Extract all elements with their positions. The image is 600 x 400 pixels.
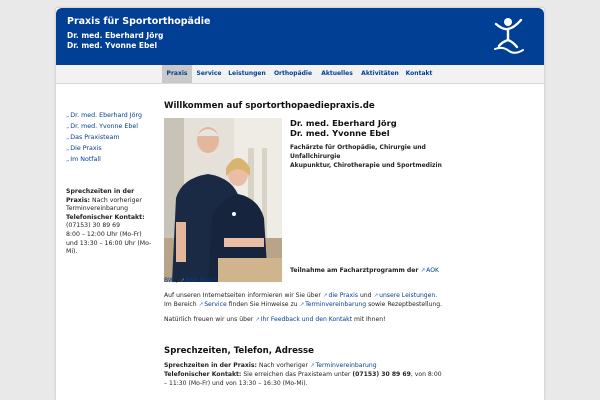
sidebar-item-praxis[interactable] [66,145,102,152]
external-link-icon: ↗ [322,293,328,299]
nav-item-aktuelles[interactable]: Aktuelles [321,70,353,77]
sidebar-item-notfall[interactable] [66,156,101,163]
phone-line [164,371,442,378]
header-doctor-1: Dr. med. Eberhard Jörg [67,31,164,40]
text: Natürlich freuen wir uns über [164,316,254,323]
doctors-photo [164,118,282,282]
sidebar-item-label: Die Praxis [70,145,102,152]
leistungen-link[interactable]: unsere Leistungen. [379,292,438,299]
hours-line [164,362,377,369]
text: Sie erreichen das Praxisteam unter [243,371,351,378]
nav-item-service[interactable]: Service [196,70,222,77]
bw-link[interactable]: BW [164,277,174,284]
nav-item-aktivitaeten[interactable]: Aktivitäten [361,70,399,77]
partner-program-cont [164,277,218,284]
service-link[interactable]: Service [204,301,227,308]
text: und [359,292,372,299]
phone-times: – 11:30 (Mo-Fr) und von 13:30 – 16:30 (Mo-Mi). [164,380,308,387]
external-link-icon: ↗ [179,278,185,284]
sidebar-item-label: Dr. med. Eberhard Jörg [70,112,142,119]
feedback-link[interactable]: Ihr Feedback und den Kontakt [260,316,353,323]
page-title: Willkommen auf sportorthopaediepraxis.de [164,101,375,111]
sidebar-item-joerg[interactable] [66,112,142,119]
sidebar-item-label: Das Praxisteam [70,134,120,141]
text: Auf unseren Internetseiten informieren wir Sie über [164,292,321,299]
nav-item-praxis[interactable]: Praxis [162,65,192,83]
external-link-icon: ↗ [420,268,426,274]
external-link-icon: ↗ [299,302,305,308]
text: , von 8:00 [410,371,442,378]
intro-paragraph-2 [164,301,442,308]
header-doctor-2: Dr. med. Yvonne Ebel [67,41,158,50]
arrow-icon: „ [66,156,70,163]
partner-separator: / [175,277,178,284]
hours-times-2: und 13:30 – 16:00 Uhr (Mo-Mi). [66,239,152,256]
section-heading: Sprechzeiten, Telefon, Adresse [164,346,314,356]
external-link-icon: ↗ [373,293,379,299]
site-title[interactable]: Praxis für Sportorthopädie [67,16,211,27]
nav-item-kontakt[interactable]: Kontakt [405,70,433,77]
praxis-link[interactable]: die Praxis [328,292,358,299]
nav-item-orthopaedie[interactable]: Orthopädie [273,70,313,77]
aok-link[interactable]: AOK [426,267,440,274]
site-header [56,8,544,65]
hours-times-1: 8:00 – 12:00 Uhr (Mo-Fr) [66,230,142,238]
external-link-icon: ↗ [309,363,315,369]
specialty-line-3: Akupunktur, Chirotherapie und Sportmedizin [290,162,442,169]
phone-number: (07153) 30 89 69 [66,222,121,230]
text: mit Ihnen! [354,316,386,323]
sidebar-hours [66,188,158,257]
terminvereinbarung-link[interactable]: Terminvereinbarung [315,362,377,369]
partner-program [290,267,439,274]
arrow-icon: „ [66,123,70,130]
intro-paragraph-1 [164,292,437,299]
specialty-line-2: Unfallchirurgie [290,153,341,160]
arrow-icon: „ [66,134,70,141]
external-link-icon: ↗ [198,302,204,308]
main-navigation [56,65,544,84]
bkk-bosch-link[interactable]: BKK Bosch [185,277,218,284]
doctor-name-2: Dr. med. Yvonne Ebel [290,128,390,138]
hours-title: Sprechzeiten in der Praxis: [66,188,135,204]
page [56,8,544,400]
athlete-logo-icon[interactable] [493,16,525,56]
partner-text: Teilnahme am Facharztprogramm der [290,267,419,274]
hours-text: Nach vorheriger Terminvereinbarung [66,196,142,213]
phone-label: Telefonischer Kontakt: [164,371,242,378]
hours-label: Sprechzeiten in der Praxis: [164,362,257,369]
text: sowie Rezeptbestellung. [368,301,443,308]
arrow-icon: „ [66,145,70,152]
sidebar-item-ebel[interactable] [66,123,138,130]
doctor-name-1: Dr. med. Eberhard Jörg [290,118,397,128]
text: finden Sie Hinweise zu [228,301,298,308]
sidebar-item-label: Dr. med. Yvonne Ebel [70,123,139,130]
intro-paragraph-3 [164,316,386,323]
phone-label: Telefonischer Kontakt: [66,213,145,221]
phone-number: (07153) 30 89 69 [352,371,411,378]
termin-link[interactable]: Terminvereinbarung [305,301,367,308]
sidebar-item-label: Im Notfall [70,156,101,163]
text: Nach vorheriger [258,362,308,369]
specialty-line-1: Fachärzte für Orthopädie, Chirurgie und [290,144,426,151]
sidebar-item-praxisteam[interactable] [66,134,119,141]
external-link-icon: ↗ [255,317,260,323]
nav-item-leistungen[interactable]: Leistungen [228,70,266,77]
text: Im Bereich [164,301,197,308]
arrow-icon: „ [66,112,70,119]
